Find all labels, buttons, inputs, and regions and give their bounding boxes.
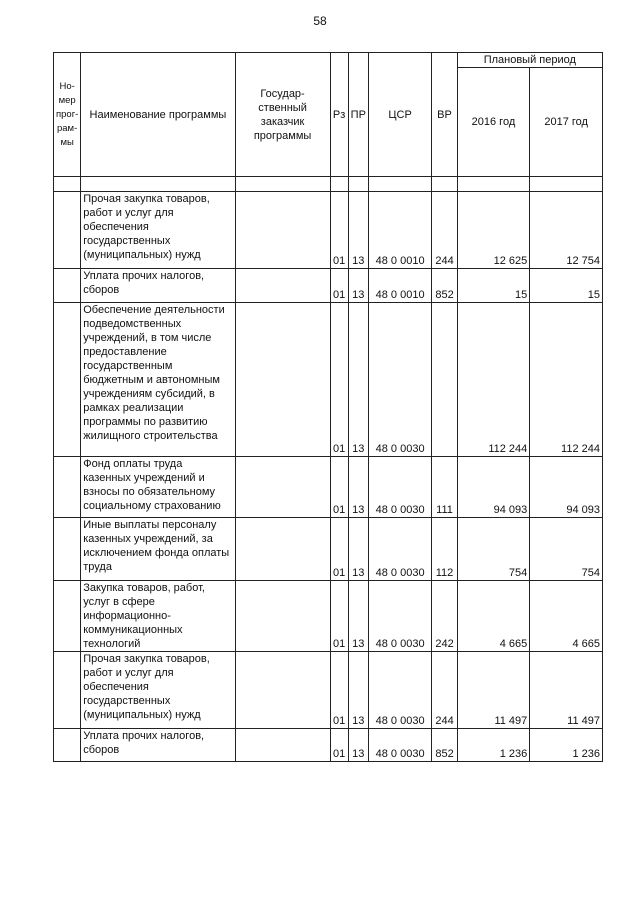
csr-cell: 48 0 0030 [368, 303, 432, 457]
amount-2017: 12 754 [530, 192, 603, 269]
amount-2017: 112 244 [530, 303, 603, 457]
header-pr: ПР [348, 53, 368, 177]
table-row [54, 457, 603, 518]
table-row [54, 269, 603, 303]
program-name: Обеспечение деятельности подведомственных учреждений, в том числе предоставление государственным бюджетным и автономным учреждениям субсидий, в рамках реализации программы по развитию жилищного строительства [81, 303, 235, 457]
amount-2017: 754 [530, 518, 603, 581]
amount-2016: 4 665 [457, 581, 530, 652]
pr-cell: 13 [348, 192, 368, 269]
table-row [54, 729, 603, 762]
amount-2017: 1 236 [530, 729, 603, 762]
header-customer [235, 53, 330, 177]
header-program-number-text: Но- мер прог- рам- мы [56, 80, 79, 148]
program-name: Прочая закупка товаров, работ и услуг для обеспечения государственных (муниципальных) нужд [81, 652, 235, 729]
pr-cell: 13 [348, 269, 368, 303]
pr-cell: 13 [348, 729, 368, 762]
pr-cell: 13 [348, 457, 368, 518]
rz-cell: 01 [330, 303, 348, 457]
amount-2017: 4 665 [530, 581, 603, 652]
header-plan-period: Плановый период [457, 53, 602, 68]
pr-cell: 13 [348, 518, 368, 581]
rz-cell: 01 [330, 729, 348, 762]
header-program-name: Наименование программы [81, 53, 235, 177]
header-spacer-row [54, 177, 603, 192]
csr-cell: 48 0 0030 [368, 729, 432, 762]
header-rz: Рз [330, 53, 348, 177]
amount-2016: 754 [457, 518, 530, 581]
program-name: Уплата прочих налогов, сборов [81, 269, 235, 303]
table-row [54, 303, 603, 457]
rz-cell: 01 [330, 652, 348, 729]
vr-cell: 111 [432, 457, 457, 518]
header-csr: ЦСР [368, 53, 432, 177]
pr-cell: 13 [348, 303, 368, 457]
header-program-number [54, 53, 81, 177]
amount-2016: 12 625 [457, 192, 530, 269]
budget-table [53, 52, 603, 762]
pr-cell: 13 [348, 581, 368, 652]
header-year-2016: 2016 год [457, 68, 530, 177]
program-name: Закупка товаров, работ, услуг в сфере информационно-коммуникационных технологий [81, 581, 235, 652]
csr-cell: 48 0 0030 [368, 652, 432, 729]
csr-cell: 48 0 0030 [368, 581, 432, 652]
header-customer-text: Государ- ственный заказчик программы [253, 87, 312, 142]
header-vr: ВР [432, 53, 457, 177]
amount-2016: 1 236 [457, 729, 530, 762]
csr-cell: 48 0 0030 [368, 457, 432, 518]
amount-2016: 11 497 [457, 652, 530, 729]
vr-cell: 242 [432, 581, 457, 652]
table-row [54, 518, 603, 581]
table-row [54, 192, 603, 269]
vr-cell: 852 [432, 269, 457, 303]
pr-cell: 13 [348, 652, 368, 729]
header-year-2017: 2017 год [530, 68, 603, 177]
amount-2017: 15 [530, 269, 603, 303]
vr-cell: 852 [432, 729, 457, 762]
amount-2017: 94 093 [530, 457, 603, 518]
program-name: Прочая закупка товаров, работ и услуг для обеспечения государственных (муниципальных) нужд [81, 192, 235, 269]
table-row [54, 581, 603, 652]
csr-cell: 48 0 0030 [368, 518, 432, 581]
amount-2016: 15 [457, 269, 530, 303]
vr-cell: 244 [432, 192, 457, 269]
csr-cell: 48 0 0010 [368, 269, 432, 303]
page-number: 58 [313, 14, 327, 28]
table-row [54, 652, 603, 729]
rz-cell: 01 [330, 518, 348, 581]
amount-2016: 94 093 [457, 457, 530, 518]
vr-cell [432, 303, 457, 457]
rz-cell: 01 [330, 269, 348, 303]
program-name: Иные выплаты персоналу казенных учреждений, за исключением фонда оплаты труда [81, 518, 235, 581]
rz-cell: 01 [330, 581, 348, 652]
amount-2016: 112 244 [457, 303, 530, 457]
vr-cell: 112 [432, 518, 457, 581]
program-name: Уплата прочих налогов, сборов [81, 729, 235, 762]
rz-cell: 01 [330, 192, 348, 269]
amount-2017: 11 497 [530, 652, 603, 729]
csr-cell: 48 0 0010 [368, 192, 432, 269]
program-name: Фонд оплаты труда казенных учреждений и взносы по обязательному социальному страхованию [81, 457, 235, 518]
rz-cell: 01 [330, 457, 348, 518]
vr-cell: 244 [432, 652, 457, 729]
